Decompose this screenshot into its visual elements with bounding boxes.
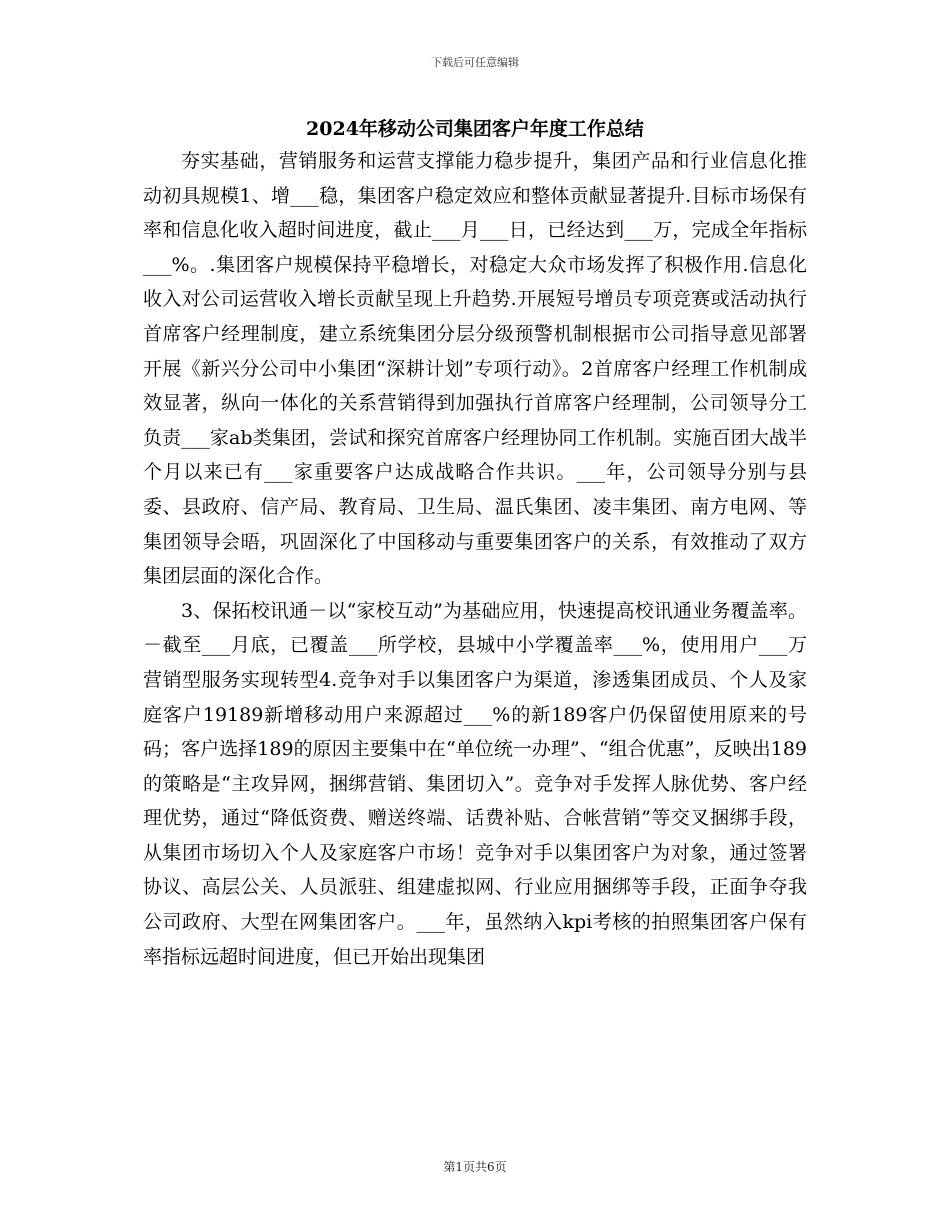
page-number: 第1页共6页 bbox=[443, 1160, 507, 1174]
document-body bbox=[143, 144, 807, 974]
header-note: 下载后可任意编辑 bbox=[431, 56, 519, 69]
paragraph-1: 夯实基础，营销服务和运营支撑能力稳步提升，集团产品和行业信息化推动初具规模1、增___稳，集团客户稳定效应和整体贡献显著提升.目标市场保有率和信息化收入超时间进度，截止___月___日，已经达到___万，完成全年指标___%。.集团客户规模保持平稳增长，对稳定大众市场发挥了积极作用.信息化收入对公司运营收入增长贡献呈现上升趋势.开展短号增员专项竞赛或活动执行首席客户经理制度，建立系统集团分层分级预警机制根据市公司指导意见部署开展《新兴分公司中小集团“深耕计划”专项行动》。2首席客户经理工作机制成效显著，纵向一体化的关系营销得到加强执行首席客户经理制，公司领导分工负责___家ab类集团，尝试和探究首席客户经理协同工作机制。实施百团大战半个月以来已有___家重要客户达成战略合作共识。___年，公司领导分别与县委、县政府、信产局、教育局、卫生局、温氏集团、凌丰集团、南方电网、等集团领导会晤，巩固深化了中国移动与重要集团客户的关系，有效推动了双方集团层面的深化合作。 bbox=[143, 150, 807, 588]
document-title: 2024年移动公司集团客户年度工作总结 bbox=[306, 118, 644, 140]
paragraph-2: 3、保拓校讯通－以“家校互动”为基础应用，快速提高校讯通业务覆盖率。－截至___月底，已覆盖___所学校，县城中小学覆盖率___%，使用用户___万营销型服务实现转型4.竞争对手以集团客户为渠道，渗透集团成员、个人及家庭客户19189新增移动用户来源超过___%的新189客户仍保留使用原来的号码；客户选择189的原因主要集中在“单位统一办理”、“组合优惠”，反映出189的策略是“主攻异网，捆绑营销、集团切入”。竞争对手发挥人脉优势、客户经理优势，通过“降低资费、赠送终端、话费补贴、合帐营销”等交叉捆绑手段，从集团市场切入个人及家庭客户市场！竞争对手以集团客户为对象，通过签署协议、高层公关、人员派驻、组建虚拟网、行业应用捆绑等手段，正面争夺我公司政府、大型在网集团客户。___年，虽然纳入kpi考核的拍照集团客户保有率指标远超时间进度，但已开始出现集团 bbox=[143, 599, 807, 968]
